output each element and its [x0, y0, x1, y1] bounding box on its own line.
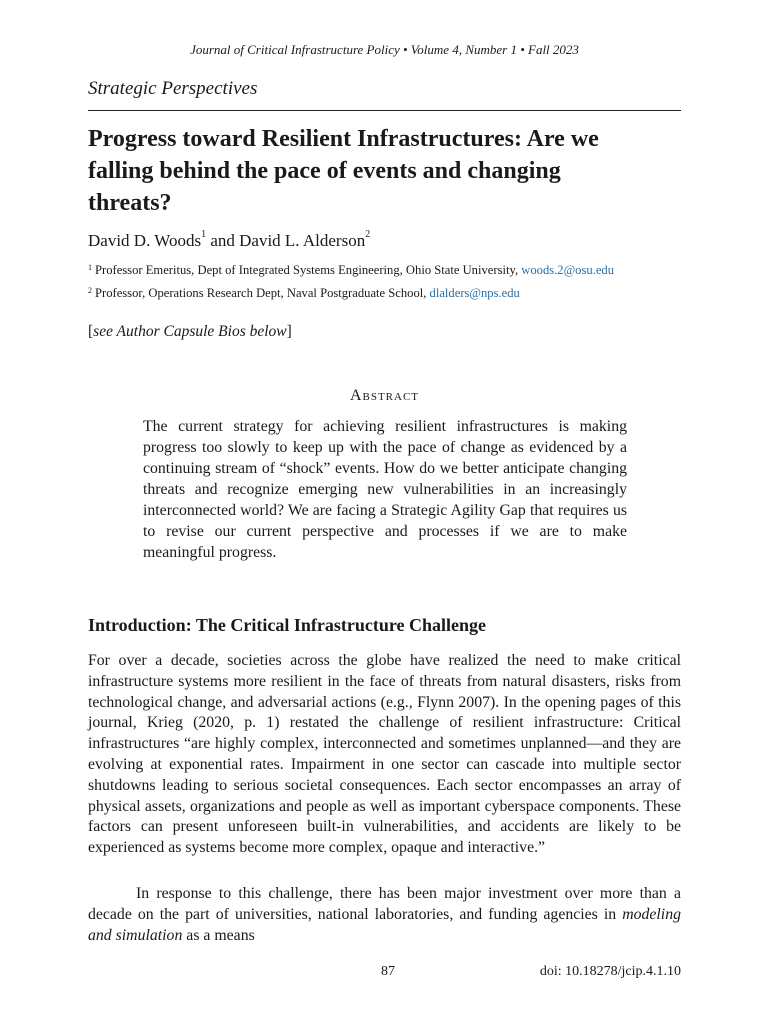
abstract-text: The current strategy for achieving resilient infrastructures is making progress too slowly to keep up with the pace of change as evidenced by a continuing stream of “shock” events. How do we better anticipate changing threats and recognize emerging new vulnerabilities in an increasingly interconnected world? We are facing a Strategic Agility Gap that requires us to revise our current perspective and processes if we are to make meaningful progress.	[143, 418, 627, 561]
email-link[interactable]: woods.2@osu.edu	[521, 263, 615, 277]
author-mark: 1	[201, 229, 207, 240]
affiliation-text: Professor, Operations Research Dept, Naval Postgraduate School,	[95, 286, 430, 300]
author-line	[88, 231, 370, 251]
bracket-open: [	[88, 323, 94, 340]
paragraph-text: as a means	[182, 926, 255, 944]
body-paragraph	[88, 884, 681, 946]
affiliation-text: Professor Emeritus, Dept of Integrated Systems Engineering, Ohio State University,	[95, 263, 522, 277]
bracket-close: ]	[286, 323, 292, 340]
author-name: David D. Woods	[88, 231, 202, 250]
affiliation-1	[88, 263, 614, 278]
body-paragraph: For over a decade, societies across the globe have realized the need to make critical infrastructure systems more resilient in the face of threats from natural disasters, risks from technological change, and adversarial actions (e.g., Flynn 2007). In the opening pages of this journal, Krieg (2020, p. 1) restated the challenge of resilient infrastructure: Critical infrastructures “are highly complex, interconnected and sometimes unplanned—and they are evolving at exponential rates. Impairment in one sector can cascade into multiple sector shutdowns leading to serious societal consequences. Each sector encompasses an array of physical assets, organizations and people as well as important cyberspace components. These factors can present unforeseen built-in vulnerabilities, and accidents are likely to be experienced as systems become more complex, opaque and interactive.”	[88, 652, 681, 857]
introduction-heading: Introduction: The Critical Infrastructure Challenge	[88, 615, 486, 635]
page-number: 87	[381, 964, 395, 979]
affiliation-2	[88, 286, 520, 301]
journal-header: Journal of Critical Infrastructure Policy • Volume 4, Number 1 • Fall 2023	[190, 42, 579, 57]
section-label: Strategic Perspectives	[88, 78, 258, 99]
email-link[interactable]: dlalders@nps.edu	[429, 286, 520, 300]
see-bios-text: see Author Capsule Bios below	[93, 323, 287, 340]
header-rule	[88, 110, 681, 111]
article-title: Progress toward Resilient Infrastructures: Are we falling behind the pace of events and changing threats?	[88, 126, 599, 216]
author-joiner: and	[206, 231, 240, 250]
author-name: David L. Alderson	[239, 231, 366, 250]
paragraph-text: In response to this challenge, there has been major investment over more than a decade on the part of universities, national laboratories, and funding agencies in	[88, 885, 681, 923]
affiliation-mark: 1	[88, 263, 92, 272]
see-bios-note	[88, 323, 292, 341]
affiliation-mark: 2	[88, 286, 92, 295]
emphasis-text: modeling and simulation	[88, 905, 681, 944]
doi-label: doi: 10.18278/jcip.4.1.10	[539, 964, 681, 979]
author-mark: 2	[365, 229, 371, 240]
abstract-heading: Abstract	[349, 387, 420, 404]
